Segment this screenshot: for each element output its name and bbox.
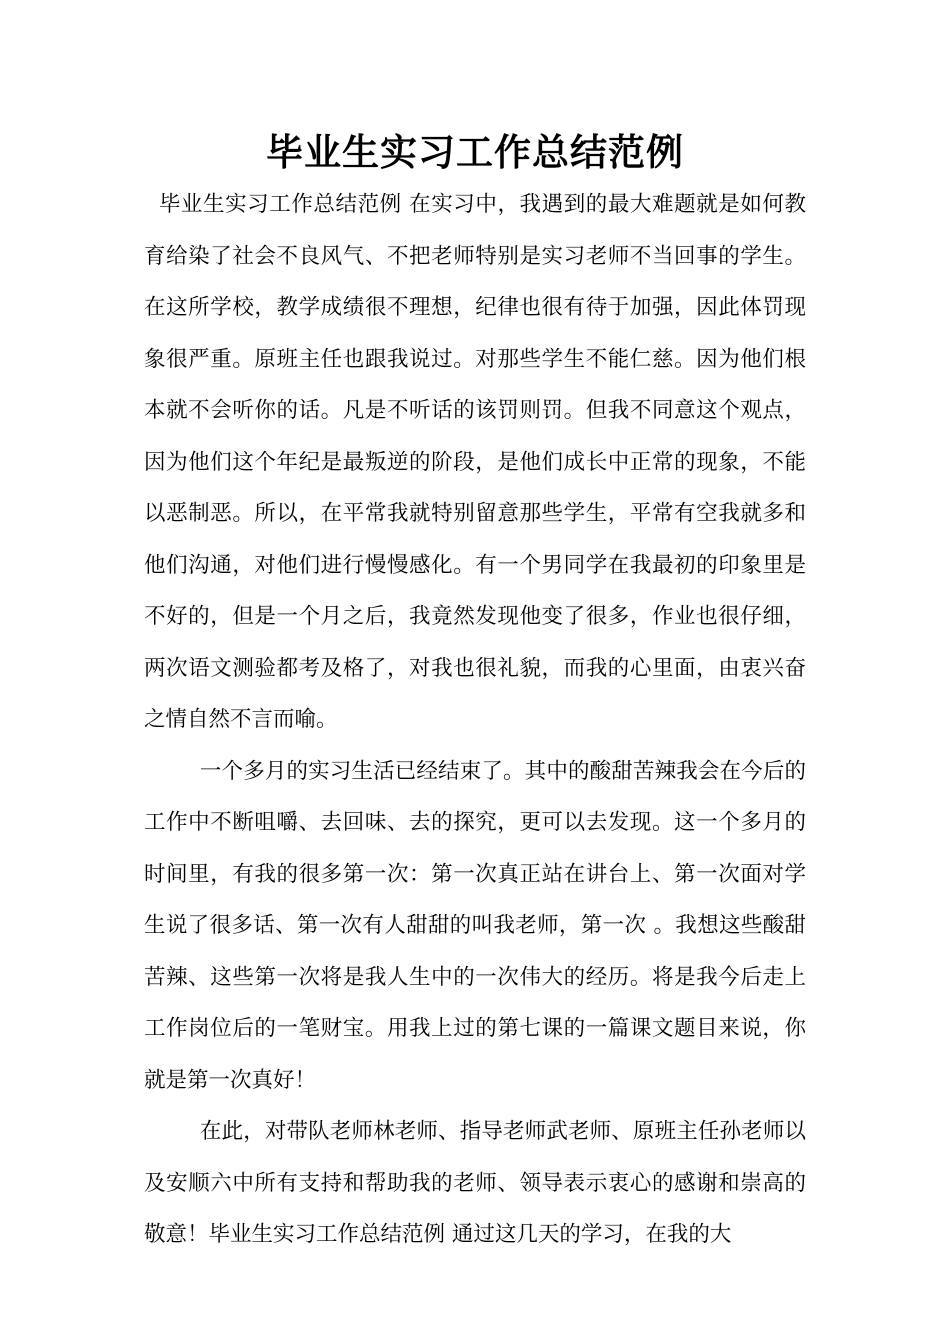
paragraph-2: 一个多月的实习生活已经结束了。其中的酸甜苦辣我会在今后的工作中不断咀嚼、去回味、去的探究，更可以去发现。这一个多月的时间里，有我的很多第一次：第一次真正站在讲台上、第一次面对学生说了很多话、第一次有人甜甜的叫我老师，第一次 。我想这些酸甜苦辣、这些第一次将是我人生中的一次伟大的经历。将是我今后走上工作岗位后的一笔财宝。用我上过的第七课的一篇课文题目来说，你就是第一次真好！ — [144, 758, 806, 1093]
paragraph-3: 在此，对带队老师林老师、指导老师武老师、原班主任孙老师以及安顺六中所有支持和帮助我的老师、领导表示衷心的感谢和崇高的敬意！毕业生实习工作总结范例 通过这几天的学习，在我的大 — [144, 1119, 806, 1247]
document-body — [144, 179, 806, 1261]
document-title: 毕业生实习工作总结范例 — [266, 131, 684, 174]
paragraph-1: 毕业生实习工作总结范例 在实习中，我遇到的最大难题就是如何教育给染了社会不良风气、不把老师特别是实习老师不当回事的学生。在这所学校，教学成绩很不理想，纪律也很有待于加强，因此体罚现象很严重。原班主任也跟我说过。对那些学生不能仁慈。因为他们根本就不会听你的话。凡是不听话的该罚则罚。但我不同意这个观点，因为他们这个年纪是最叛逆的阶段，是他们成长中正常的现象，不能以恶制恶。所以，在平常我就特别留意那些学生，平常有空我就多和他们沟通，对他们进行慢慢感化。有一个男同学在我最初的印象里是不好的，但是一个月之后，我竟然发现他变了很多，作业也很仔细，两次语文测验都考及格了，对我也很礼貌，而我的心里面，由衷兴奋之情自然不言而喻。 — [144, 192, 807, 732]
